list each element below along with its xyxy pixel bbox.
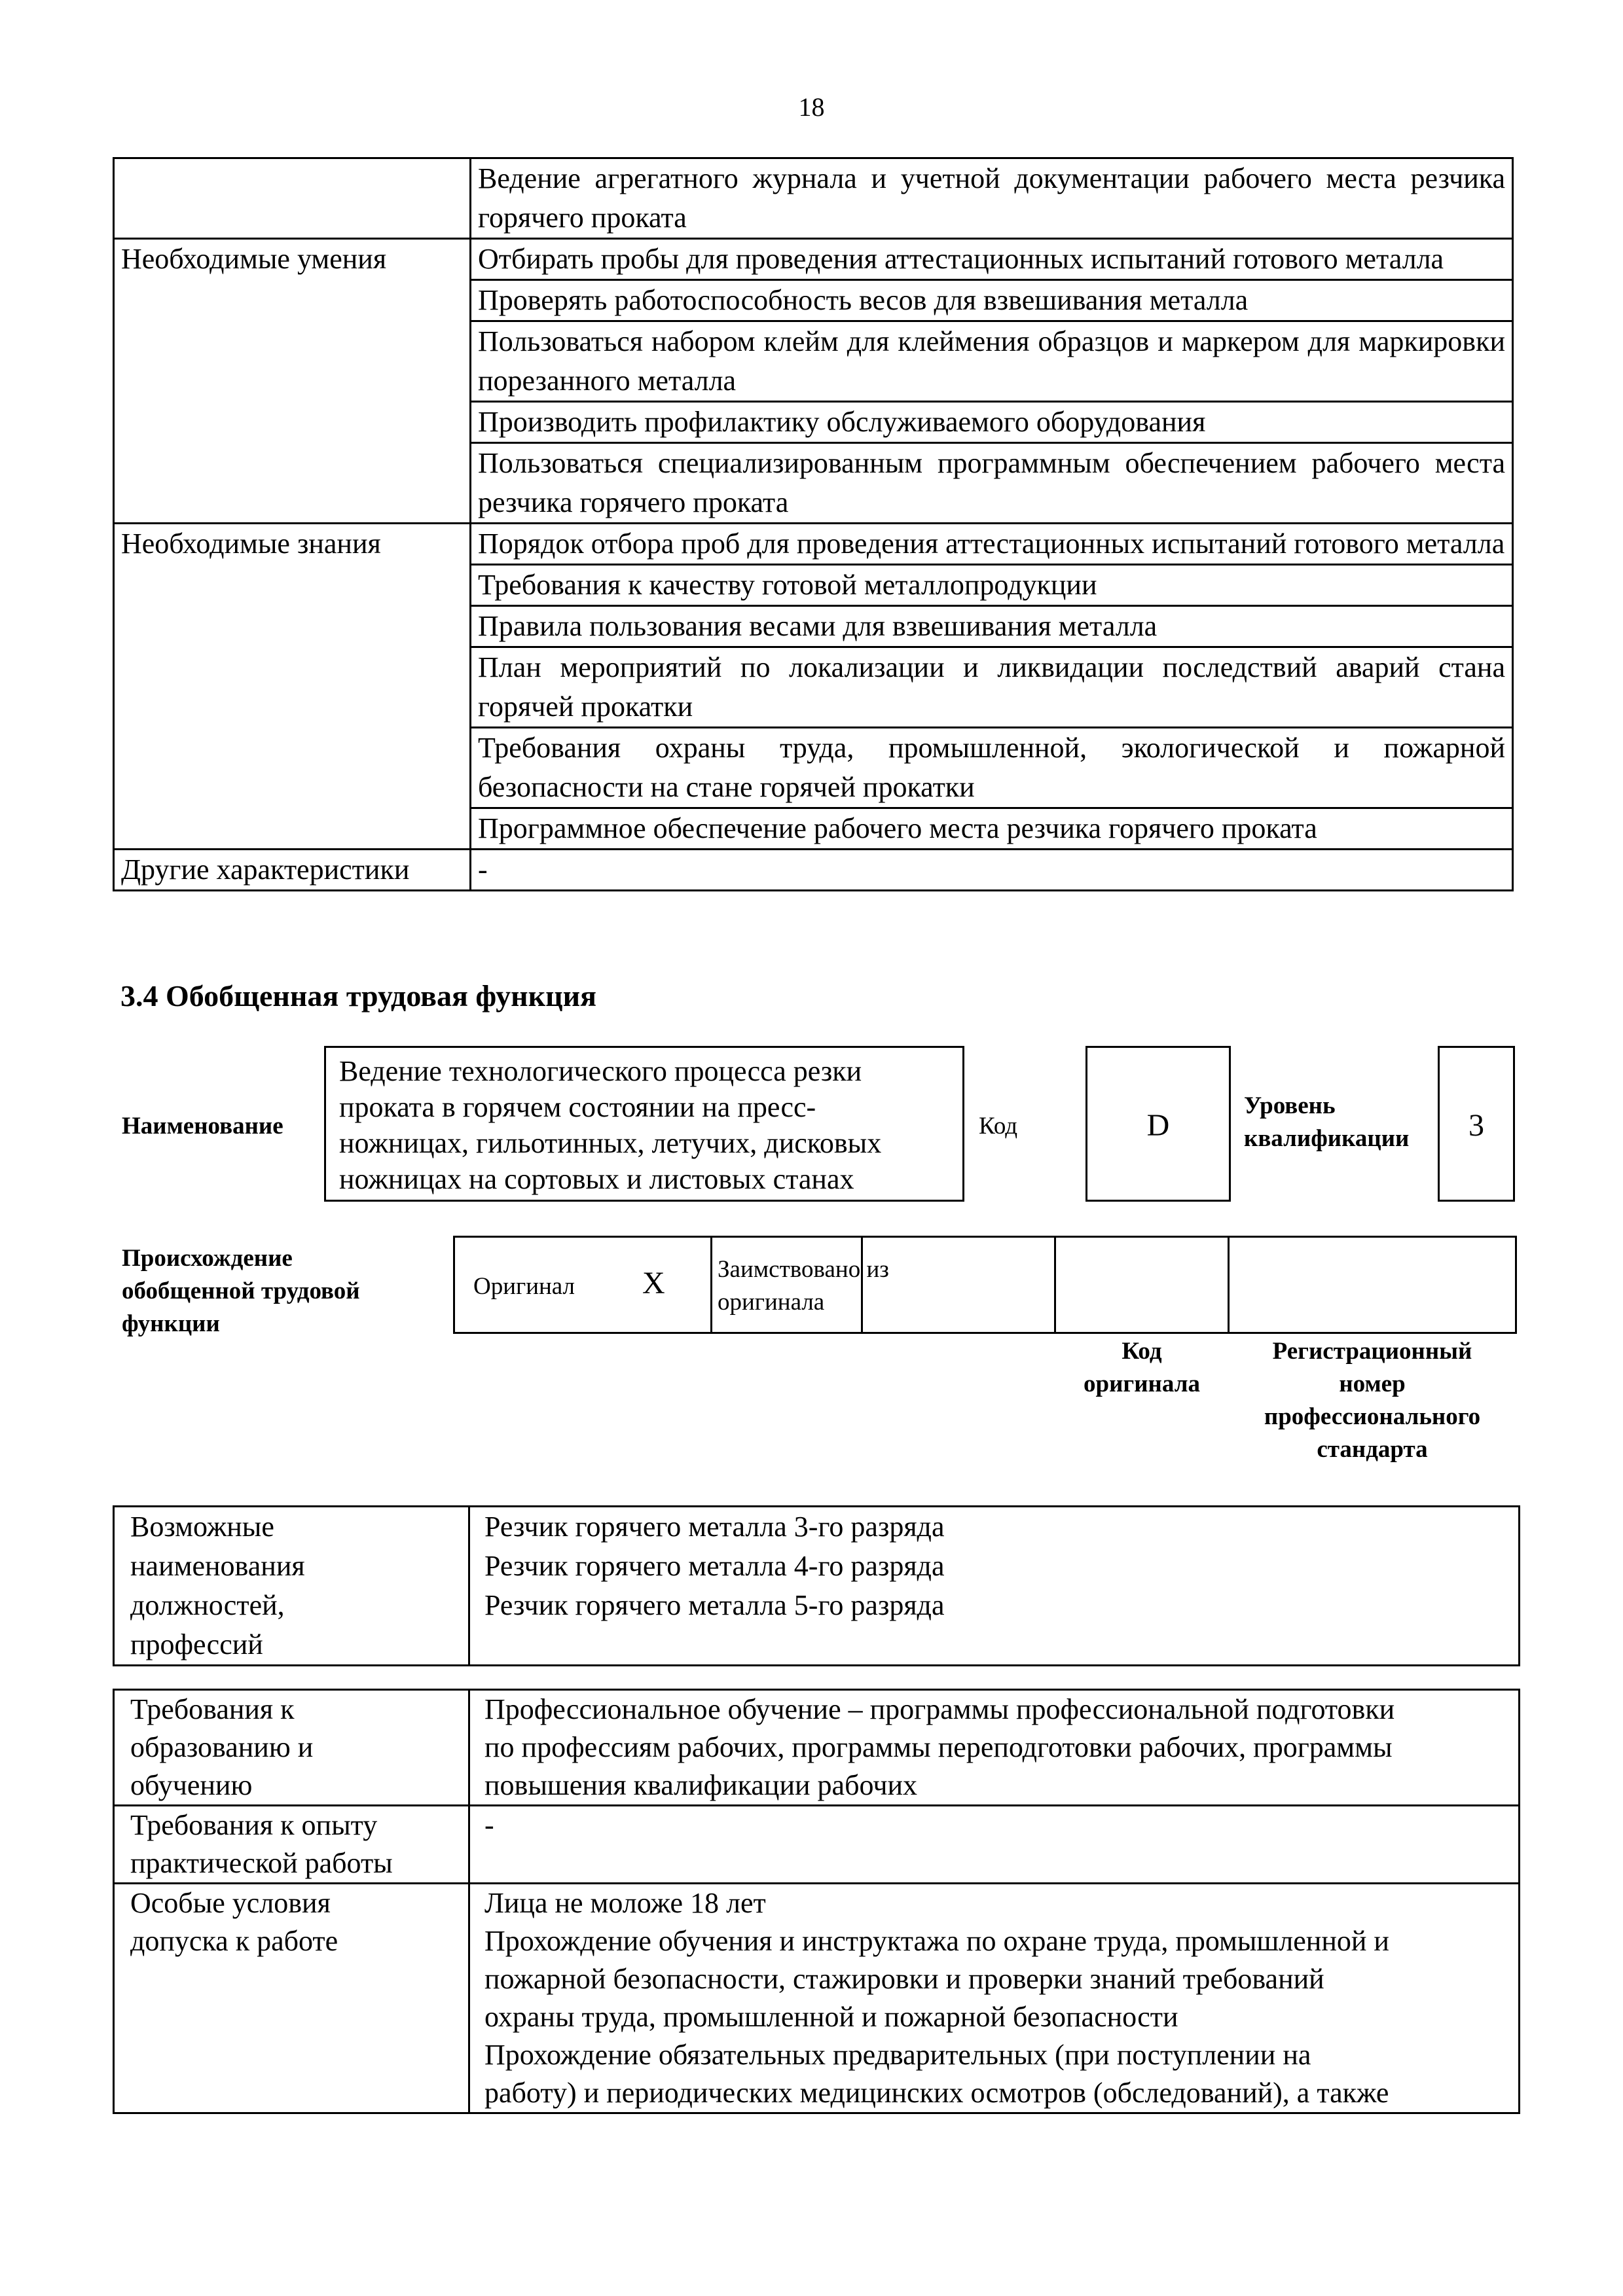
- section-heading: 3.4 Обобщенная трудовая функция: [120, 979, 596, 1013]
- table-row: [114, 158, 1513, 239]
- row-label-other: Другие характеристики: [114, 850, 471, 891]
- requirement-value: [469, 1690, 1520, 1806]
- origin-label: [122, 1242, 360, 1340]
- requirement-label: [114, 1806, 469, 1884]
- skills-knowledge-table: [113, 157, 1514, 891]
- position-item: Резчик горячего металла 3-го разряда: [484, 1511, 945, 1543]
- value-line: Лица не моложе 18 лет: [484, 1887, 766, 1919]
- requirement-label: [114, 1690, 469, 1806]
- registration-number-cell: [1228, 1236, 1517, 1334]
- label-line: Требования к опыту: [130, 1809, 378, 1841]
- label-line: должностей,: [130, 1589, 285, 1621]
- level-label: [1244, 1090, 1409, 1155]
- origin-label-line: функции: [122, 1310, 220, 1337]
- requirements-table: [113, 1689, 1520, 2114]
- caption-line: стандарта: [1317, 1436, 1428, 1463]
- function-name-line: Ведение технологического процесса резки: [339, 1055, 862, 1087]
- borrowed-cell: [710, 1236, 1056, 1334]
- original-label: Оригинал: [473, 1273, 575, 1300]
- value-line: пожарной безопасности, стажировки и проверки знаний требований: [484, 1963, 1324, 1995]
- level-box: [1438, 1046, 1515, 1202]
- row-label: [114, 158, 471, 239]
- code-value: D: [1146, 1108, 1170, 1143]
- positions-table: [113, 1505, 1520, 1666]
- value-line: Прохождение обучения и инструктажа по охране труда, промышленной и: [484, 1925, 1389, 1957]
- value-line: работу) и периодических медицинских осмотров (обследований), а также: [484, 2077, 1389, 2109]
- caption-line: номер: [1339, 1371, 1406, 1397]
- borrowed-label-line: Заимствовано из: [718, 1256, 889, 1283]
- code-label: Код: [979, 1113, 1018, 1139]
- caption-line: оригинала: [1084, 1371, 1200, 1397]
- page-number: 18: [798, 92, 825, 122]
- label-line: образованию и: [130, 1731, 314, 1763]
- row-item: -: [471, 850, 1513, 891]
- original-code-cell: [1054, 1236, 1230, 1334]
- original-code-caption: [1054, 1335, 1230, 1401]
- requirement-label: [114, 1884, 469, 2113]
- table-row: [114, 1507, 1520, 1666]
- table-row: [114, 1884, 1520, 2113]
- label-line: профессий: [130, 1628, 263, 1660]
- label-line: допуска к работе: [130, 1925, 338, 1957]
- row-item: Порядок отбора проб для проведения аттестационных испытаний готового металла: [471, 524, 1513, 565]
- row-item: Программное обеспечение рабочего места резчика горячего проката: [471, 808, 1513, 850]
- label-line: обучению: [130, 1769, 253, 1801]
- position-item: Резчик горячего металла 4-го разряда: [484, 1550, 945, 1582]
- level-value: 3: [1468, 1108, 1484, 1143]
- value-line: -: [484, 1809, 494, 1841]
- name-label: Наименование: [122, 1113, 283, 1139]
- table-row: [114, 239, 1513, 280]
- row-item: Правила пользования весами для взвешивания металла: [471, 606, 1513, 647]
- label-line: Требования к: [130, 1693, 295, 1725]
- value-line: Прохождение обязательных предварительных (при поступлении на: [484, 2039, 1311, 2071]
- row-item: Требования к качеству готовой металлопродукции: [471, 565, 1513, 606]
- label-line: Возможные: [130, 1511, 274, 1543]
- row-item: Проверять работоспособность весов для взвешивания металла: [471, 280, 1513, 321]
- row-item: Ведение агрегатного журнала и учетной документации рабочего места резчика горячего проката: [471, 158, 1513, 239]
- row-item: Отбирать пробы для проведения аттестационных испытаний готового металла: [471, 239, 1513, 280]
- level-label-line: квалификации: [1244, 1125, 1410, 1152]
- origin-label-line: обобщенной трудовой: [122, 1278, 360, 1304]
- function-name-line: ножницах на сортовых и листовых станах: [339, 1163, 854, 1195]
- level-label-line: Уровень: [1244, 1092, 1336, 1119]
- value-line: Профессиональное обучение – программы профессиональной подготовки: [484, 1693, 1395, 1725]
- positions-values: [469, 1507, 1520, 1666]
- row-item: План мероприятий по локализации и ликвидации последствий аварий стана горячей прокатки: [471, 647, 1513, 728]
- original-mark: X: [642, 1266, 665, 1300]
- function-name-box: [324, 1046, 964, 1202]
- row-item: Пользоваться набором клейм для клеймения образцов и маркером для маркировки порезанного металла: [471, 321, 1513, 402]
- table-row: [114, 850, 1513, 891]
- positions-label: [114, 1507, 469, 1666]
- value-line: повышения квалификации рабочих: [484, 1769, 918, 1801]
- table-row: [114, 524, 1513, 565]
- origin-label-line: Происхождение: [122, 1245, 293, 1272]
- requirement-value: [469, 1884, 1520, 2113]
- value-line: по профессиям рабочих, программы переподготовки рабочих, программы: [484, 1731, 1393, 1763]
- label-line: практической работы: [130, 1847, 393, 1879]
- caption-line: профессионального: [1264, 1403, 1481, 1430]
- caption-line: Регистрационный: [1272, 1338, 1472, 1365]
- requirement-value: [469, 1806, 1520, 1884]
- borrowed-label: [718, 1253, 889, 1319]
- row-label-knowledge: Необходимые знания: [114, 524, 471, 850]
- code-box: [1085, 1046, 1231, 1202]
- table-row: [114, 1690, 1520, 1806]
- row-item: Требования охраны труда, промышленной, экологической и пожарной безопасности на стане горячей прокатки: [471, 728, 1513, 808]
- row-item: Производить профилактику обслуживаемого оборудования: [471, 402, 1513, 443]
- label-line: Особые условия: [130, 1887, 331, 1919]
- borrowed-label-line: оригинала: [718, 1289, 825, 1316]
- function-name-line: ножницах, гильотинных, летучих, дисковых: [339, 1127, 882, 1159]
- value-line: охраны труда, промышленной и пожарной безопасности: [484, 2001, 1178, 2033]
- row-label-skills: Необходимые умения: [114, 239, 471, 524]
- function-name-line: проката в горячем состоянии на пресс-: [339, 1091, 816, 1123]
- registration-number-caption: [1228, 1335, 1517, 1466]
- caption-line: Код: [1122, 1338, 1162, 1365]
- position-item: Резчик горячего металла 5-го разряда: [484, 1589, 945, 1621]
- row-item: Пользоваться специализированным программным обеспечением рабочего места резчика горячего проката: [471, 443, 1513, 524]
- table-row: [114, 1806, 1520, 1884]
- label-line: наименования: [130, 1550, 305, 1582]
